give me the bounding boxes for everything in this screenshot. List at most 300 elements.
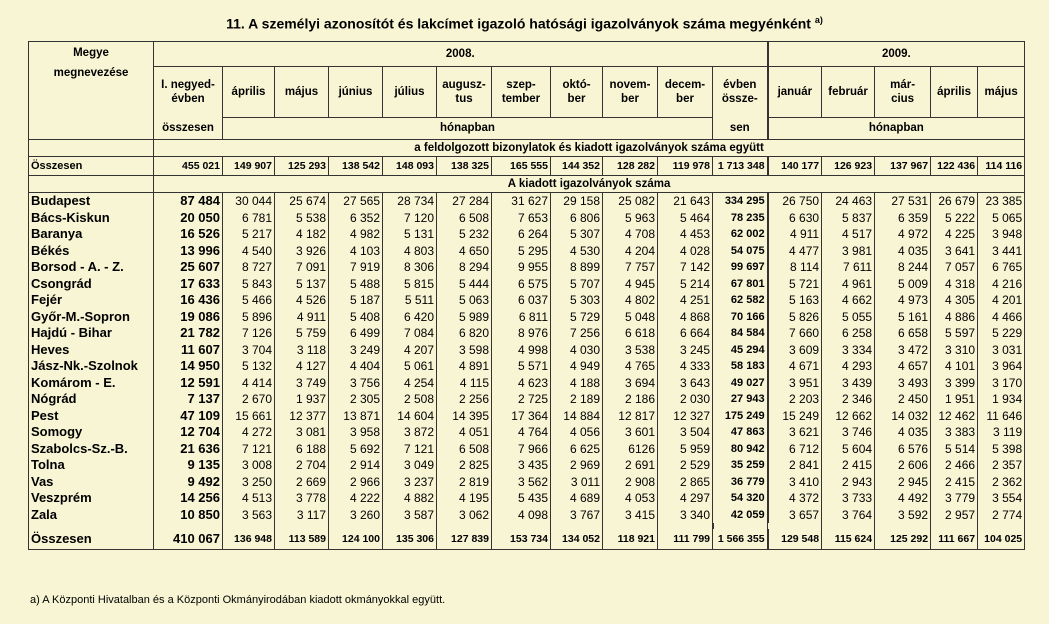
table-row <box>29 408 1025 425</box>
county-name: Nógrád <box>29 391 154 408</box>
value-cell: 4 222 <box>329 490 383 507</box>
value-cell: 6 188 <box>275 441 329 458</box>
value-cell: 126 923 <box>822 157 875 176</box>
month-header-2008-6: októ- ber <box>551 67 603 118</box>
value-cell: 6 664 <box>658 325 713 342</box>
value-cell: 5 729 <box>551 309 603 326</box>
evben-total-label: sen <box>713 117 768 140</box>
value-cell: 54 320 <box>713 490 768 507</box>
value-cell: 148 093 <box>383 157 437 176</box>
value-cell: 4 513 <box>223 490 275 507</box>
value-cell: 12 817 <box>603 408 658 425</box>
value-cell: 4 204 <box>603 243 658 260</box>
value-cell: 27 531 <box>875 193 931 210</box>
value-cell: 4 053 <box>603 490 658 507</box>
value-cell: 14 032 <box>875 408 931 425</box>
value-cell: 2 606 <box>875 457 931 474</box>
value-cell: 26 679 <box>931 193 978 210</box>
table-row <box>29 424 1025 441</box>
value-cell: 5 398 <box>978 441 1025 458</box>
value-cell: 30 044 <box>223 193 275 210</box>
value-cell: 135 306 <box>383 529 437 550</box>
value-cell: 5 721 <box>768 276 822 293</box>
value-cell: 4 051 <box>437 424 492 441</box>
value-cell: 4 414 <box>223 375 275 392</box>
value-cell: 2 966 <box>329 474 383 491</box>
value-cell: 2 346 <box>822 391 875 408</box>
value-cell: 14 604 <box>383 408 437 425</box>
value-cell: 127 839 <box>437 529 492 550</box>
value-cell: 8 899 <box>551 259 603 276</box>
value-cell: 3 011 <box>551 474 603 491</box>
value-cell: 4 297 <box>658 490 713 507</box>
value-cell: 47 109 <box>154 408 223 425</box>
value-cell: 80 942 <box>713 441 768 458</box>
value-cell: 3 237 <box>383 474 437 491</box>
value-cell: 5 055 <box>822 309 875 326</box>
value-cell: 12 591 <box>154 375 223 392</box>
value-cell: 2 670 <box>223 391 275 408</box>
value-cell: 2 450 <box>875 391 931 408</box>
county-name: Heves <box>29 342 154 359</box>
value-cell: 5 161 <box>875 309 931 326</box>
value-cell: 5 295 <box>492 243 551 260</box>
value-cell: 6 765 <box>978 259 1025 276</box>
value-cell: 136 948 <box>223 529 275 550</box>
value-cell: 27 284 <box>437 193 492 210</box>
value-cell: 6 625 <box>551 441 603 458</box>
table-row <box>29 490 1025 507</box>
value-cell: 3 964 <box>978 358 1025 375</box>
month-header-2008-7: novem- ber <box>603 67 658 118</box>
value-cell: 1 937 <box>275 391 329 408</box>
value-cell: 31 627 <box>492 193 551 210</box>
value-cell: 118 921 <box>603 529 658 550</box>
county-name: Győr-M.-Sopron <box>29 309 154 326</box>
value-cell: 3 779 <box>931 490 978 507</box>
table-row <box>29 391 1025 408</box>
value-cell: 5 435 <box>492 490 551 507</box>
value-cell: 7 137 <box>154 391 223 408</box>
value-cell: 3 415 <box>603 507 658 524</box>
value-cell: 2 908 <box>603 474 658 491</box>
value-cell: 36 779 <box>713 474 768 491</box>
value-cell: 3 749 <box>275 375 329 392</box>
value-cell: 3 951 <box>768 375 822 392</box>
value-cell: 49 027 <box>713 375 768 392</box>
value-cell: 6 420 <box>383 309 437 326</box>
value-cell: 1 951 <box>931 391 978 408</box>
value-cell: 2 186 <box>603 391 658 408</box>
value-cell: 14 884 <box>551 408 603 425</box>
value-cell: 5 597 <box>931 325 978 342</box>
month-header-2009-2: már- cius <box>875 67 931 118</box>
value-cell: 5 137 <box>275 276 329 293</box>
value-cell: 14 950 <box>154 358 223 375</box>
value-cell: 3 562 <box>492 474 551 491</box>
q1-total-label: összesen <box>154 117 223 140</box>
value-cell: 4 372 <box>768 490 822 507</box>
value-cell: 6 264 <box>492 226 551 243</box>
value-cell: 6 806 <box>551 210 603 227</box>
value-cell: 2 357 <box>978 457 1025 474</box>
value-cell: 113 589 <box>275 529 329 550</box>
value-cell: 125 293 <box>275 157 329 176</box>
value-cell: 14 395 <box>437 408 492 425</box>
county-name: Hajdú - Bihar <box>29 325 154 342</box>
value-cell: 2 914 <box>329 457 383 474</box>
value-cell: 3 538 <box>603 342 658 359</box>
value-cell: 3 926 <box>275 243 329 260</box>
value-cell: 6 820 <box>437 325 492 342</box>
value-cell: 2 819 <box>437 474 492 491</box>
value-cell: 5 692 <box>329 441 383 458</box>
value-cell: 3 119 <box>978 424 1025 441</box>
value-cell: 4 623 <box>492 375 551 392</box>
value-cell: 4 650 <box>437 243 492 260</box>
month-header-2008-8: decem- ber <box>658 67 713 118</box>
value-cell: 6 712 <box>768 441 822 458</box>
value-cell: 8 306 <box>383 259 437 276</box>
value-cell: 5 061 <box>383 358 437 375</box>
value-cell: 5 837 <box>822 210 875 227</box>
value-cell: 5 408 <box>329 309 383 326</box>
value-cell: 62 582 <box>713 292 768 309</box>
total-processed-row <box>29 157 1025 176</box>
value-cell: 4 802 <box>603 292 658 309</box>
value-cell: 5 163 <box>768 292 822 309</box>
value-cell: 3 260 <box>329 507 383 524</box>
value-cell: 3 472 <box>875 342 931 359</box>
value-cell: 2 030 <box>658 391 713 408</box>
value-cell: 165 555 <box>492 157 551 176</box>
value-cell: 5 214 <box>658 276 713 293</box>
value-cell: 28 734 <box>383 193 437 210</box>
value-cell: 6 576 <box>875 441 931 458</box>
value-cell: 3 170 <box>978 375 1025 392</box>
value-cell: 87 484 <box>154 193 223 210</box>
table-row <box>29 457 1025 474</box>
value-cell: 175 249 <box>713 408 768 425</box>
value-cell: 4 765 <box>603 358 658 375</box>
value-cell: 27 943 <box>713 391 768 408</box>
value-cell: 4 201 <box>978 292 1025 309</box>
value-cell: 3 435 <box>492 457 551 474</box>
value-cell: 2 943 <box>822 474 875 491</box>
value-cell: 2 415 <box>822 457 875 474</box>
value-cell: 4 689 <box>551 490 603 507</box>
county-name: Veszprém <box>29 490 154 507</box>
value-cell: 6 359 <box>875 210 931 227</box>
value-cell: 19 086 <box>154 309 223 326</box>
value-cell: 3 958 <box>329 424 383 441</box>
value-cell: 4 028 <box>658 243 713 260</box>
value-cell: 4 949 <box>551 358 603 375</box>
value-cell: 4 466 <box>978 309 1025 326</box>
county-name: Összesen <box>29 157 154 176</box>
county-name: Jász-Nk.-Szolnok <box>29 358 154 375</box>
value-cell: 4 961 <box>822 276 875 293</box>
value-cell: 7 611 <box>822 259 875 276</box>
value-cell: 2 305 <box>329 391 383 408</box>
value-cell: 334 295 <box>713 193 768 210</box>
value-cell: 4 517 <box>822 226 875 243</box>
value-cell: 3 764 <box>822 507 875 524</box>
value-cell: 3 062 <box>437 507 492 524</box>
value-cell: 4 404 <box>329 358 383 375</box>
value-cell: 4 911 <box>275 309 329 326</box>
value-cell: 4 127 <box>275 358 329 375</box>
value-cell: 24 463 <box>822 193 875 210</box>
value-cell: 3 008 <box>223 457 275 474</box>
value-cell: 3 563 <box>223 507 275 524</box>
value-cell: 7 057 <box>931 259 978 276</box>
value-cell: 4 103 <box>329 243 383 260</box>
value-cell: 3 778 <box>275 490 329 507</box>
value-cell: 7 126 <box>223 325 275 342</box>
value-cell: 104 025 <box>978 529 1025 550</box>
value-cell: 3 592 <box>875 507 931 524</box>
value-cell: 125 292 <box>875 529 931 550</box>
county-name: Pest <box>29 408 154 425</box>
value-cell: 5 571 <box>492 358 551 375</box>
value-cell: 21 636 <box>154 441 223 458</box>
table-row <box>29 309 1025 326</box>
value-cell: 5 538 <box>275 210 329 227</box>
value-cell: 138 542 <box>329 157 383 176</box>
value-cell: 129 548 <box>768 529 822 550</box>
value-cell: 153 734 <box>492 529 551 550</box>
value-cell: 7 660 <box>768 325 822 342</box>
value-cell: 3 399 <box>931 375 978 392</box>
value-cell: 99 697 <box>713 259 768 276</box>
honapban-2009: hónapban <box>768 117 1025 140</box>
value-cell: 4 182 <box>275 226 329 243</box>
value-cell: 35 259 <box>713 457 768 474</box>
value-cell: 4 911 <box>768 226 822 243</box>
value-cell: 3 118 <box>275 342 329 359</box>
value-cell: 4 982 <box>329 226 383 243</box>
value-cell: 7 120 <box>383 210 437 227</box>
value-cell: 42 059 <box>713 507 768 524</box>
value-cell: 12 704 <box>154 424 223 441</box>
value-cell: 3 641 <box>931 243 978 260</box>
value-cell: 47 863 <box>713 424 768 441</box>
value-cell: 111 799 <box>658 529 713 550</box>
value-cell: 140 177 <box>768 157 822 176</box>
value-cell: 11 646 <box>978 408 1025 425</box>
value-cell: 1 713 348 <box>713 157 768 176</box>
value-cell: 5 963 <box>603 210 658 227</box>
value-cell: 3 250 <box>223 474 275 491</box>
value-cell: 7 142 <box>658 259 713 276</box>
value-cell: 2 189 <box>551 391 603 408</box>
value-cell: 2 725 <box>492 391 551 408</box>
value-cell: 7 653 <box>492 210 551 227</box>
value-cell: 4 035 <box>875 424 931 441</box>
value-cell: 2 957 <box>931 507 978 524</box>
county-name: Somogy <box>29 424 154 441</box>
value-cell: 3 410 <box>768 474 822 491</box>
value-cell: 6 658 <box>875 325 931 342</box>
value-cell: 13 871 <box>329 408 383 425</box>
value-cell: 62 002 <box>713 226 768 243</box>
value-cell: 17 633 <box>154 276 223 293</box>
table-title <box>0 15 1049 32</box>
value-cell: 5 222 <box>931 210 978 227</box>
value-cell: 4 662 <box>822 292 875 309</box>
value-cell: 3 601 <box>603 424 658 441</box>
value-cell: 4 868 <box>658 309 713 326</box>
county-name: Tolna <box>29 457 154 474</box>
value-cell: 6 352 <box>329 210 383 227</box>
value-cell: 3 493 <box>875 375 931 392</box>
value-cell: 4 101 <box>931 358 978 375</box>
value-cell: 5 444 <box>437 276 492 293</box>
value-cell: 7 091 <box>275 259 329 276</box>
value-cell: 5 464 <box>658 210 713 227</box>
county-name: Vas <box>29 474 154 491</box>
value-cell: 6 618 <box>603 325 658 342</box>
table-row <box>29 325 1025 342</box>
value-cell: 5 843 <box>223 276 275 293</box>
value-cell: 5 511 <box>383 292 437 309</box>
value-cell: 5 009 <box>875 276 931 293</box>
value-cell: 16 436 <box>154 292 223 309</box>
value-cell: 3 504 <box>658 424 713 441</box>
table-row <box>29 292 1025 309</box>
value-cell: 6 630 <box>768 210 822 227</box>
month-header-2008-5: szep- tember <box>492 67 551 118</box>
value-cell: 3 031 <box>978 342 1025 359</box>
value-cell: 25 674 <box>275 193 329 210</box>
value-cell: 4 891 <box>437 358 492 375</box>
value-cell: 3 441 <box>978 243 1025 260</box>
value-cell: 4 251 <box>658 292 713 309</box>
value-cell: 114 116 <box>978 157 1025 176</box>
value-cell: 5 217 <box>223 226 275 243</box>
value-cell: 4 657 <box>875 358 931 375</box>
value-cell: 4 318 <box>931 276 978 293</box>
value-cell: 1 934 <box>978 391 1025 408</box>
table-row <box>29 226 1025 243</box>
value-cell: 5 759 <box>275 325 329 342</box>
table-row <box>29 358 1025 375</box>
value-cell: 9 492 <box>154 474 223 491</box>
value-cell: 138 325 <box>437 157 492 176</box>
value-cell: 27 565 <box>329 193 383 210</box>
value-cell: 4 272 <box>223 424 275 441</box>
month-header-2009-4: május <box>978 67 1025 118</box>
value-cell: 144 352 <box>551 157 603 176</box>
value-cell: 8 114 <box>768 259 822 276</box>
value-cell: 17 364 <box>492 408 551 425</box>
value-cell: 3 598 <box>437 342 492 359</box>
table-row <box>29 243 1025 260</box>
value-cell: 2 415 <box>931 474 978 491</box>
value-cell: 5 896 <box>223 309 275 326</box>
title-text: 11. A személyi azonosítót és lakcímet igazoló hatósági igazolványok száma megyénként <box>226 15 811 32</box>
value-cell: 3 310 <box>931 342 978 359</box>
county-header: Megye megnevezése <box>29 42 154 140</box>
value-cell: 4 492 <box>875 490 931 507</box>
value-cell: 2 669 <box>275 474 329 491</box>
value-cell: 111 667 <box>931 529 978 550</box>
value-cell: 2 945 <box>875 474 931 491</box>
value-cell: 2 825 <box>437 457 492 474</box>
value-cell: 78 235 <box>713 210 768 227</box>
value-cell: 2 256 <box>437 391 492 408</box>
value-cell: 4 945 <box>603 276 658 293</box>
value-cell: 25 082 <box>603 193 658 210</box>
footnote: a) A Központi Hivatalban és a Központi Okmányirodában kiadott okmányokkal együtt. <box>30 594 446 606</box>
value-cell: 134 052 <box>551 529 603 550</box>
month-header-2009-1: február <box>822 67 875 118</box>
value-cell: 4 671 <box>768 358 822 375</box>
value-cell: 4 972 <box>875 226 931 243</box>
title-footnote-mark: a) <box>814 15 823 25</box>
value-cell: 4 254 <box>383 375 437 392</box>
q1-header: I. negyed- évben <box>154 67 223 118</box>
value-cell: 5 826 <box>768 309 822 326</box>
value-cell: 7 256 <box>551 325 603 342</box>
value-cell: 4 225 <box>931 226 978 243</box>
value-cell: 2 704 <box>275 457 329 474</box>
value-cell: 137 967 <box>875 157 931 176</box>
month-header-2008-0: április <box>223 67 275 118</box>
value-cell: 12 327 <box>658 408 713 425</box>
value-cell: 3 756 <box>329 375 383 392</box>
value-cell: 14 256 <box>154 490 223 507</box>
value-cell: 2 691 <box>603 457 658 474</box>
month-header-2009-3: április <box>931 67 978 118</box>
value-cell: 3 117 <box>275 507 329 524</box>
value-cell: 6126 <box>603 441 658 458</box>
value-cell: 29 158 <box>551 193 603 210</box>
year-2008-header: 2008. <box>154 42 768 67</box>
value-cell: 7 121 <box>223 441 275 458</box>
value-cell: 128 282 <box>603 157 658 176</box>
value-cell: 3 340 <box>658 507 713 524</box>
value-cell: 58 183 <box>713 358 768 375</box>
table-row <box>29 375 1025 392</box>
month-header-2008-4: augusz- tus <box>437 67 492 118</box>
table-row <box>29 474 1025 491</box>
value-cell: 9 135 <box>154 457 223 474</box>
value-cell: 15 661 <box>223 408 275 425</box>
value-cell: 4 477 <box>768 243 822 260</box>
value-cell: 5 466 <box>223 292 275 309</box>
county-name: Szabolcs-Sz.-B. <box>29 441 154 458</box>
county-name: Komárom - E. <box>29 375 154 392</box>
value-cell: 6 781 <box>223 210 275 227</box>
value-cell: 5 131 <box>383 226 437 243</box>
value-cell: 3 872 <box>383 424 437 441</box>
value-cell: 3 767 <box>551 507 603 524</box>
value-cell: 4 886 <box>931 309 978 326</box>
value-cell: 6 575 <box>492 276 551 293</box>
value-cell: 2 865 <box>658 474 713 491</box>
value-cell: 3 981 <box>822 243 875 260</box>
county-name: Zala <box>29 507 154 524</box>
value-cell: 6 508 <box>437 210 492 227</box>
statistics-table <box>28 41 1025 550</box>
value-cell: 5 488 <box>329 276 383 293</box>
value-cell: 10 850 <box>154 507 223 524</box>
band-processed: a feldolgozott bizonylatok és kiadott igazolványok száma együtt <box>154 140 1025 157</box>
value-cell: 122 436 <box>931 157 978 176</box>
value-cell: 5 063 <box>437 292 492 309</box>
